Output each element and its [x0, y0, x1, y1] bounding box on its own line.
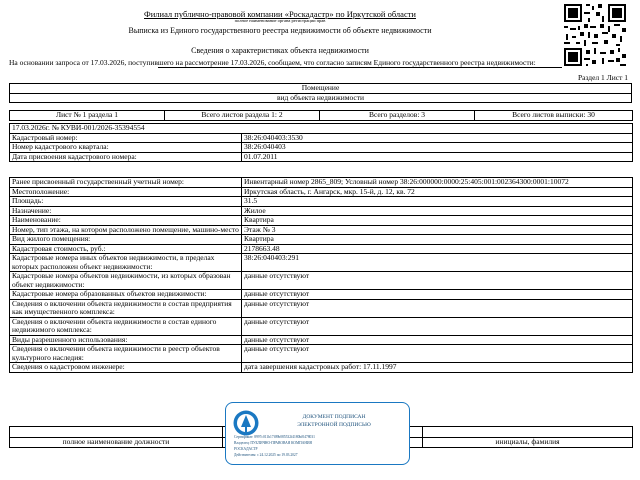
object-type-value: Помещение	[10, 84, 632, 94]
stamp-title-line1: ДОКУМЕНТ ПОДПИСАН	[302, 414, 366, 420]
table-row	[10, 216, 633, 226]
field-value: данные отсутствуют	[242, 299, 633, 317]
table-row	[10, 143, 633, 153]
field-label: Номер, тип этажа, на котором расположено помещение, машино-место	[10, 225, 242, 235]
field-label: Виды разрешенного использования:	[10, 335, 242, 345]
roskadastr-logo-icon	[232, 409, 260, 437]
sheet-number: Лист № 1 раздела 1	[10, 111, 165, 121]
stamp-owner: Владелец: ПУБЛИЧНО-ПРАВОВАЯ КОМПАНИЯ	[234, 441, 312, 445]
field-value: 31.5	[242, 197, 633, 207]
field-value: 01.07.2011	[242, 152, 633, 162]
field-label: Вид жилого помещения:	[10, 235, 242, 245]
field-value: 38:26:040403:3530	[242, 133, 633, 143]
table-row	[10, 254, 633, 272]
sheets-table	[9, 110, 633, 121]
field-value: Этаж № 3	[242, 225, 633, 235]
table-row	[10, 299, 633, 317]
field-label: Кадастровые номера иных объектов недвижимости, в пределах которых расположен объект недвижимости:	[10, 254, 242, 272]
field-label: Ранее присвоенный государственный учетный номер:	[10, 178, 242, 188]
field-label: Кадастровая стоимость, руб.:	[10, 244, 242, 254]
field-value: данные отсутствуют	[242, 345, 633, 363]
name-caption: инициалы, фамилия	[423, 438, 633, 448]
field-label: Наименование:	[10, 216, 242, 226]
object-type-table	[9, 83, 632, 103]
field-value: данные отсутствуют	[242, 290, 633, 300]
field-value: данные отсутствуют	[242, 272, 633, 290]
document-title: Выписка из Единого государственного реестра недвижимости об объекте недвижимости	[128, 26, 432, 35]
electronic-signature-stamp	[225, 402, 410, 465]
field-value: Иркутская область, г. Ангарск, мкр. 15-й, д. 12, кв. 72	[242, 187, 633, 197]
field-label: Кадастровые номера объектов недвижимости, из которых образован объект недвижимости:	[10, 272, 242, 290]
field-value: 2178663.48	[242, 244, 633, 254]
table-row	[10, 206, 633, 216]
organization-note: полное наименование органа регистрации прав	[234, 18, 326, 23]
request-intro: На основании запроса от 17.03.2026, поступившего на рассмотрение 17.03.2026, сообщаем, что согласно записям Единого государственного реестра недвижимости:	[9, 58, 536, 67]
stamp-title-line2: ЭЛЕКТРОННОЙ ПОДПИСЬЮ	[297, 422, 371, 428]
field-value: Квартира	[242, 235, 633, 245]
table-row	[10, 197, 633, 207]
object-type-caption: вид объекта недвижимости	[10, 93, 632, 103]
table-row	[10, 225, 633, 235]
section-number: Раздел 1 Лист 1	[577, 73, 628, 82]
field-label: Кадастровые номера образованных объектов недвижимости:	[10, 290, 242, 300]
sheets-in-section: Всего листов раздела 1: 2	[165, 111, 320, 121]
table-row	[10, 152, 633, 162]
stamp-title	[262, 413, 406, 429]
basic-info-table	[9, 123, 633, 162]
table-row	[10, 235, 633, 245]
table-row	[10, 317, 633, 335]
field-value: дата завершения кадастровых работ: 17.11.1997	[242, 363, 633, 373]
field-value: Инвентарный номер 2865_809; Условный номер 38:26:000000:0000:25:405:001:002364300:0001:10072	[242, 178, 633, 188]
intro-underline	[158, 67, 588, 68]
sections-total: Всего разделов: 3	[320, 111, 475, 121]
table-row	[10, 178, 633, 188]
stamp-owner-name: РОСКАДАСТР	[234, 447, 258, 451]
field-label: Площадь:	[10, 197, 242, 207]
stamp-certificate: Сертификат: 8997c011b17f09b085532f4180bf0478031	[234, 435, 315, 439]
stamp-validity: Действителен: с 24.12.2025 по 19.03.2027	[234, 453, 298, 457]
field-label: Назначение:	[10, 206, 242, 216]
field-label: Сведения о кадастровом инженере:	[10, 363, 242, 373]
table-row	[10, 345, 633, 363]
extract-reference: 17.03.2026г. № КУВИ-001/2026-35394554	[10, 124, 633, 134]
field-label: Сведения о включении объекта недвижимости в состав предприятия как имущественного комплекса:	[10, 299, 242, 317]
table-row	[10, 363, 633, 373]
field-label: Сведения о включении объекта недвижимости в состав единого недвижимого комплекса:	[10, 317, 242, 335]
field-label: Дата присвоения кадастрового номера:	[10, 152, 242, 162]
sheets-total: Всего листов выписки: 30	[475, 111, 633, 121]
section-title: Сведения о характеристиках объекта недвижимости	[191, 46, 369, 55]
field-value: данные отсутствуют	[242, 317, 633, 335]
table-row	[10, 187, 633, 197]
field-value: Квартира	[242, 216, 633, 226]
qr-code-icon	[562, 2, 628, 68]
organization-name: Филиал публично-правовой компании «Роскадастр» по Иркутской области	[144, 9, 416, 19]
position-caption: полное наименование должности	[10, 438, 223, 448]
field-value: Жилое	[242, 206, 633, 216]
table-row	[10, 272, 633, 290]
field-label: Номер кадастрового квартала:	[10, 143, 242, 153]
characteristics-table	[9, 177, 633, 373]
field-label: Местоположение:	[10, 187, 242, 197]
field-value: данные отсутствуют	[242, 335, 633, 345]
field-label: Кадастровый номер:	[10, 133, 242, 143]
field-label: Сведения о включении объекта недвижимости в реестр объектов культурного наследия:	[10, 345, 242, 363]
field-value: 38:26:040403:291	[242, 254, 633, 272]
table-row	[10, 290, 633, 300]
field-value: 38:26:040403	[242, 143, 633, 153]
